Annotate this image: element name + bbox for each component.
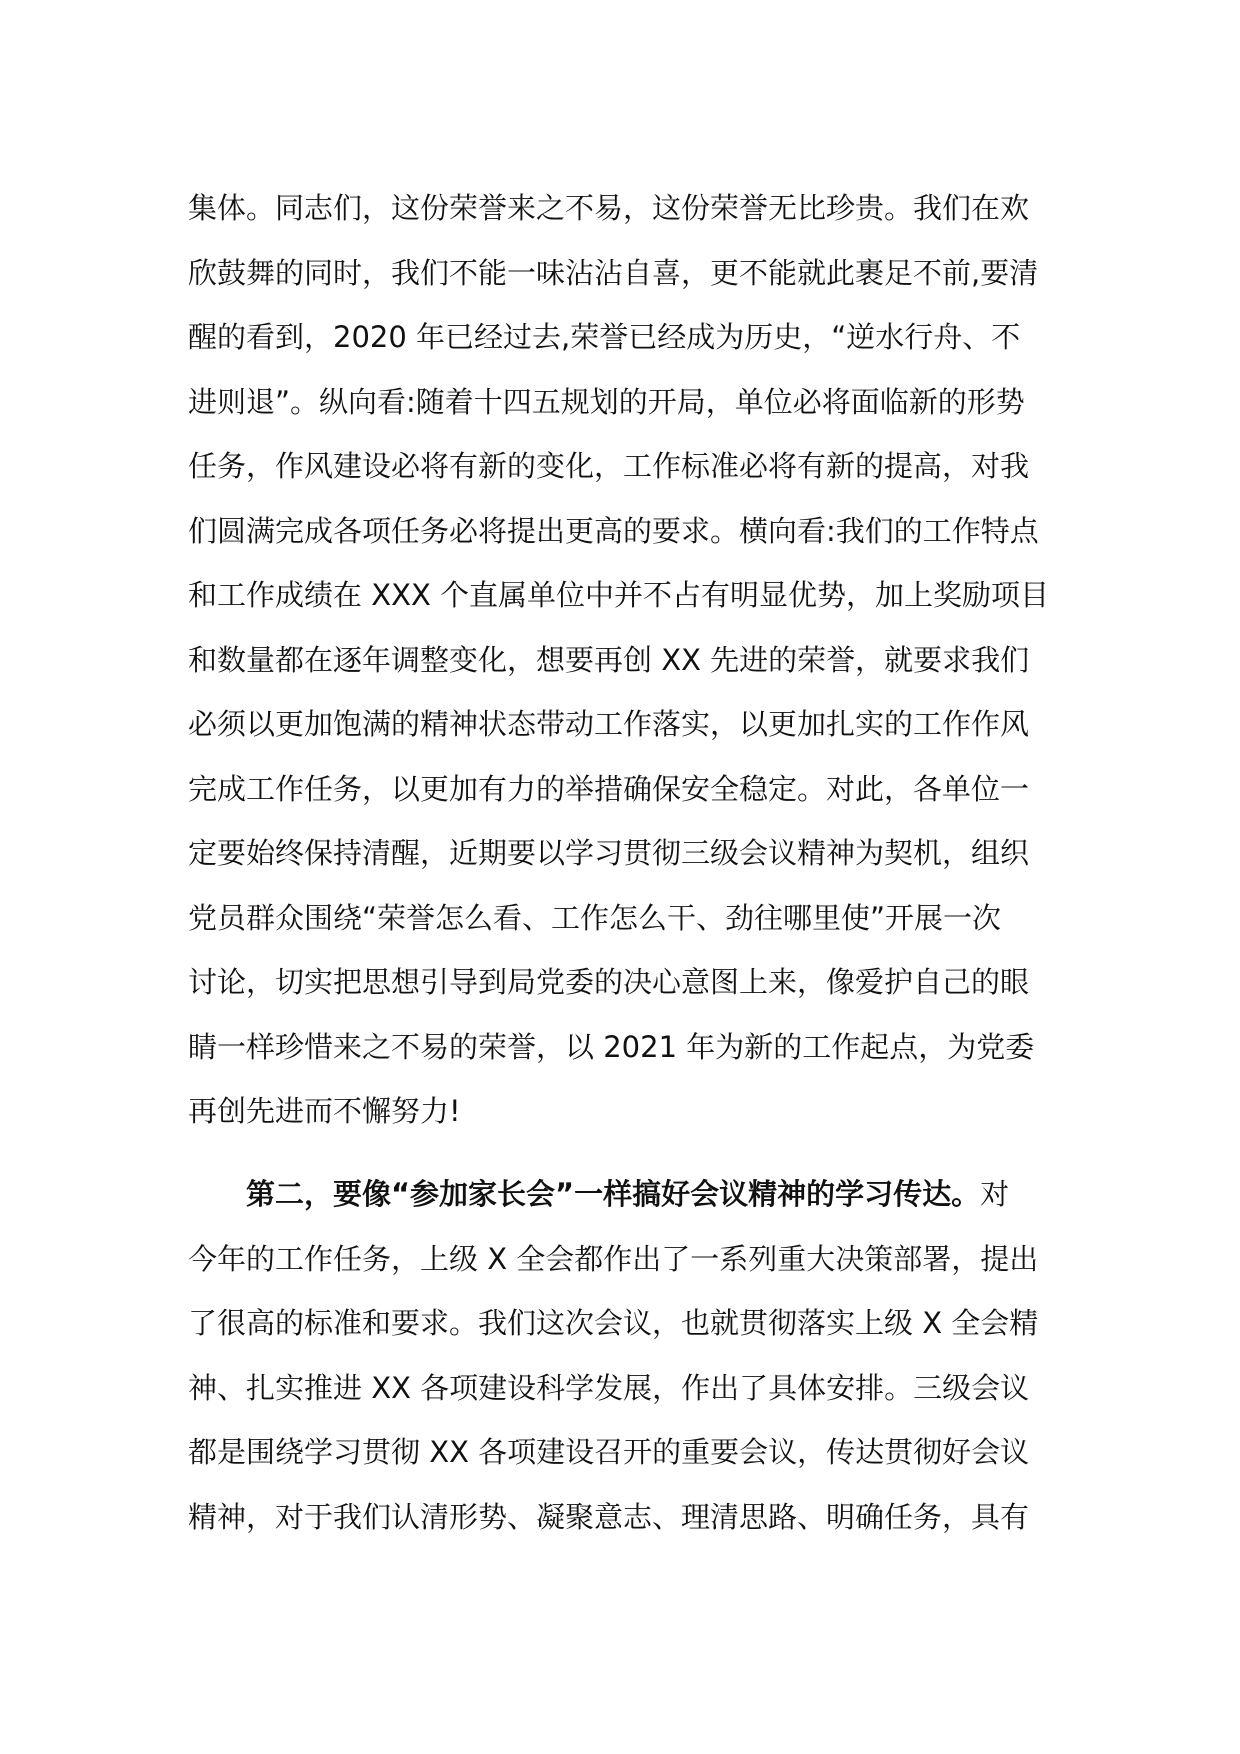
text-line: 睛一样珍惜来之不易的荣誉，以 2021 年为新的工作起点，为党委 [188,1029,1035,1064]
paragraph-1 [188,176,1068,1144]
paragraph-heading: 第二，要像“参加家长会”一样搞好会议精神的学习传达。 [246,1177,981,1211]
text-line: 今年的工作任务，上级 X 全会都作出了一系列重大决策部署，提出 [188,1241,1039,1276]
text-line: 欣鼓舞的同时，我们不能一味沾沾自喜，更不能就此裹足不前,要清 [188,255,1039,290]
text-line: 和数量都在逐年调整变化，想要再创 XX 先进的荣誉，就要求我们 [188,642,1030,677]
paragraph-2 [188,1162,1068,1549]
text-line: 讨论，切实把思想引导到局党委的决心意图上来，像爱护自己的眼 [188,965,1030,999]
text-line: 必须以更加饱满的精神状态带动工作落实，以更加扎实的工作作风 [188,707,1030,741]
text-line: 们圆满完成各项任务必将提出更高的要求。横向看:我们的工作特点 [188,513,1039,548]
text-line: 都是围绕学习贯彻 XX 各项建设召开的重要会议，传达贯彻好会议 [188,1435,1030,1469]
text-line: 完成工作任务，以更加有力的举措确保安全稳定。对此，各单位一 [188,771,1030,806]
text-line: 和工作成绩在 XXX 个直属单位中并不占有明显优势，加上奖励项目 [188,578,1050,612]
text-line: 再创先进而不懈努力! [188,1094,461,1128]
text-line: 神、扎实推进 XX 各项建设科学发展，作出了具体安排。三级会议 [188,1370,1030,1405]
text-line: 定要始终保持清醒，近期要以学习贯彻三级会议精神为契机，组织 [188,836,1030,870]
heading-tail: 对 [980,1177,1010,1211]
text-line: 集体。同志们，这份荣誉来之不易，这份荣誉无比珍贵。我们在欢 [188,191,1030,225]
text-line: 任务，作风建设必将有新的变化，工作标准必将有新的提高，对我 [188,449,1030,483]
text-line: 党员群众围绕“荣誉怎么看、工作怎么干、劲往哪里使”开展一次 [188,900,1002,935]
text-line: 进则退”。纵向看:随着十四五规划的开局，单位必将面临新的形势 [188,384,1025,419]
text-line-first [188,1162,1068,1227]
text-line: 了很高的标准和要求。我们这次会议，也就贯彻落实上级 X 全会精 [188,1306,1039,1340]
text-line: 精神，对于我们认清形势、凝聚意志、理清思路、明确任务，具有 [188,1499,1030,1534]
text-line: 醒的看到，2020 年已经过去,荣誉已经成为历史，“逆水行舟、不 [188,320,1021,354]
